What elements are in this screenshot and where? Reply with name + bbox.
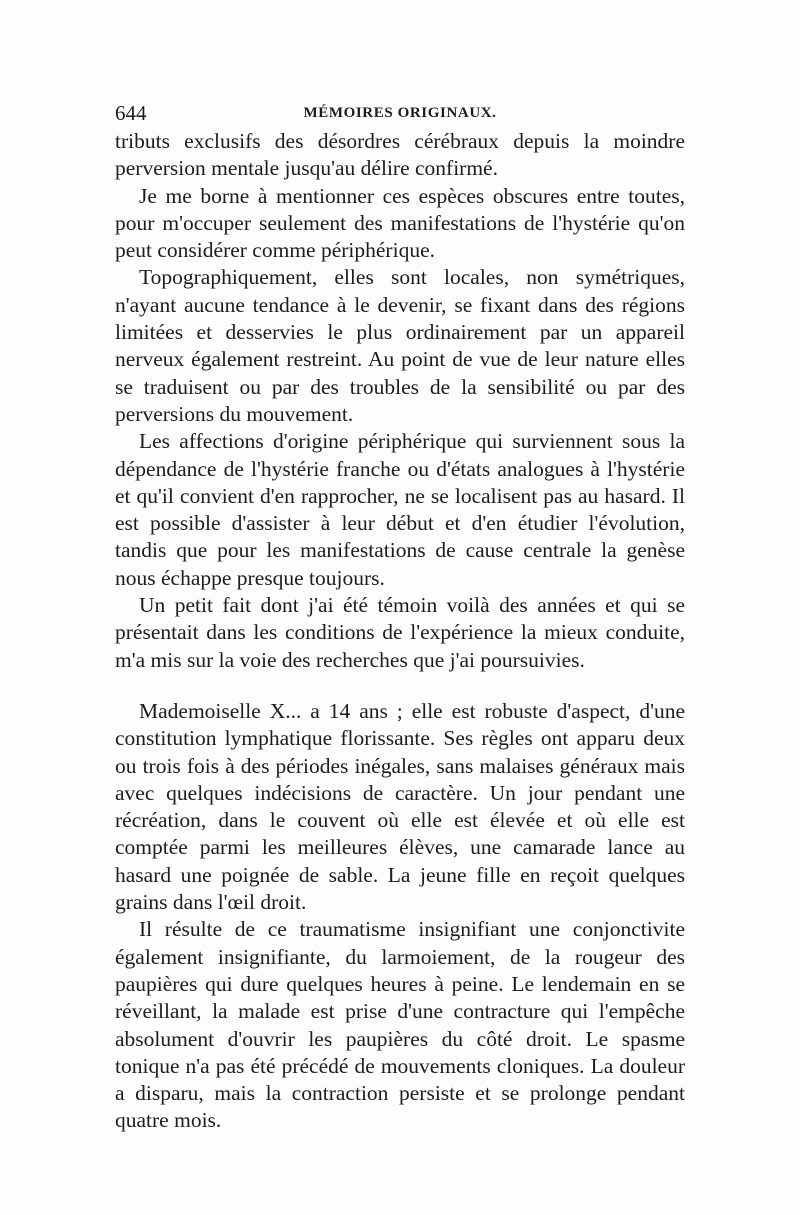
case-paragraph: Mademoiselle X... a 14 ans ; elle est robuste d'aspect, d'une constitution lymphatique florissante. Ses règles ont apparu deux ou trois fois à des périodes inégales, sans malaises généraux mais avec quelques indécisions de caractère. Un jour pendant une récréation, dans le couvent où elle est élevée et où elle est comptée parmi les meilleures élèves, une camarade lance au hasard une poignée de sable. La jeune fille en reçoit quelques grains dans l'œil droit. [115,699,685,915]
page-header [115,98,685,128]
case-report-text [115,698,685,1135]
paragraph: Un petit fait dont j'ai été témoin voilà des années et qui se présentait dans les conditions de l'expérience la mieux conduite, m'a mis sur la voie des recherches que j'ai poursuivies. [115,593,685,672]
paragraph: Topographiquement, elles sont locales, non symétriques, n'ayant aucune tendance à le devenir, se fixant dans des régions limitées et desservies le plus ordinairement par un appareil nerveux également restreint. Au point de vue de leur nature elles se traduisent ou par des troubles de la sensibilité ou par des perversions du mouvement. [115,265,685,426]
case-paragraph: Il résulte de ce traumatisme insignifiant une conjonctivite également insignifiante, du larmoiement, de la rougeur des paupières qui dure quelques heures à peine. Le lendemain en se réveillant, la malade est prise d'une contracture qui l'empêche absolument d'ouvrir les paupières du côté droit. Le spasme tonique n'a pas été précédé de mouvements cloniques. La douleur a disparu, mais la contraction persiste et se prolonge pendant quatre mois. [115,917,685,1133]
paragraph: Les affections d'origine périphérique qui surviennent sous la dépendance de l'hystérie franche ou d'états analogues à l'hystérie et qu'il convient d'en rapprocher, ne se localisent pas au hasard. Il est possible d'assister à leur début et d'en étudier l'évolution, tandis que pour les manifestations de cause centrale la genèse nous échappe presque toujours. [115,429,685,590]
running-head: MÉMOIRES ORIGINAUX. [303,105,497,121]
main-text [115,128,685,674]
paragraph: Je me borne à mentionner ces espèces obscures entre toutes, pour m'occuper seulement des manifestations de l'hystérie qu'on peut considérer comme périphérique. [115,183,685,263]
paragraph-continuation: tributs exclusifs des désordres cérébraux depuis la moindre perversion mentale jusqu'au délire confirmé. [115,129,685,181]
page-number: 644 [115,101,147,125]
